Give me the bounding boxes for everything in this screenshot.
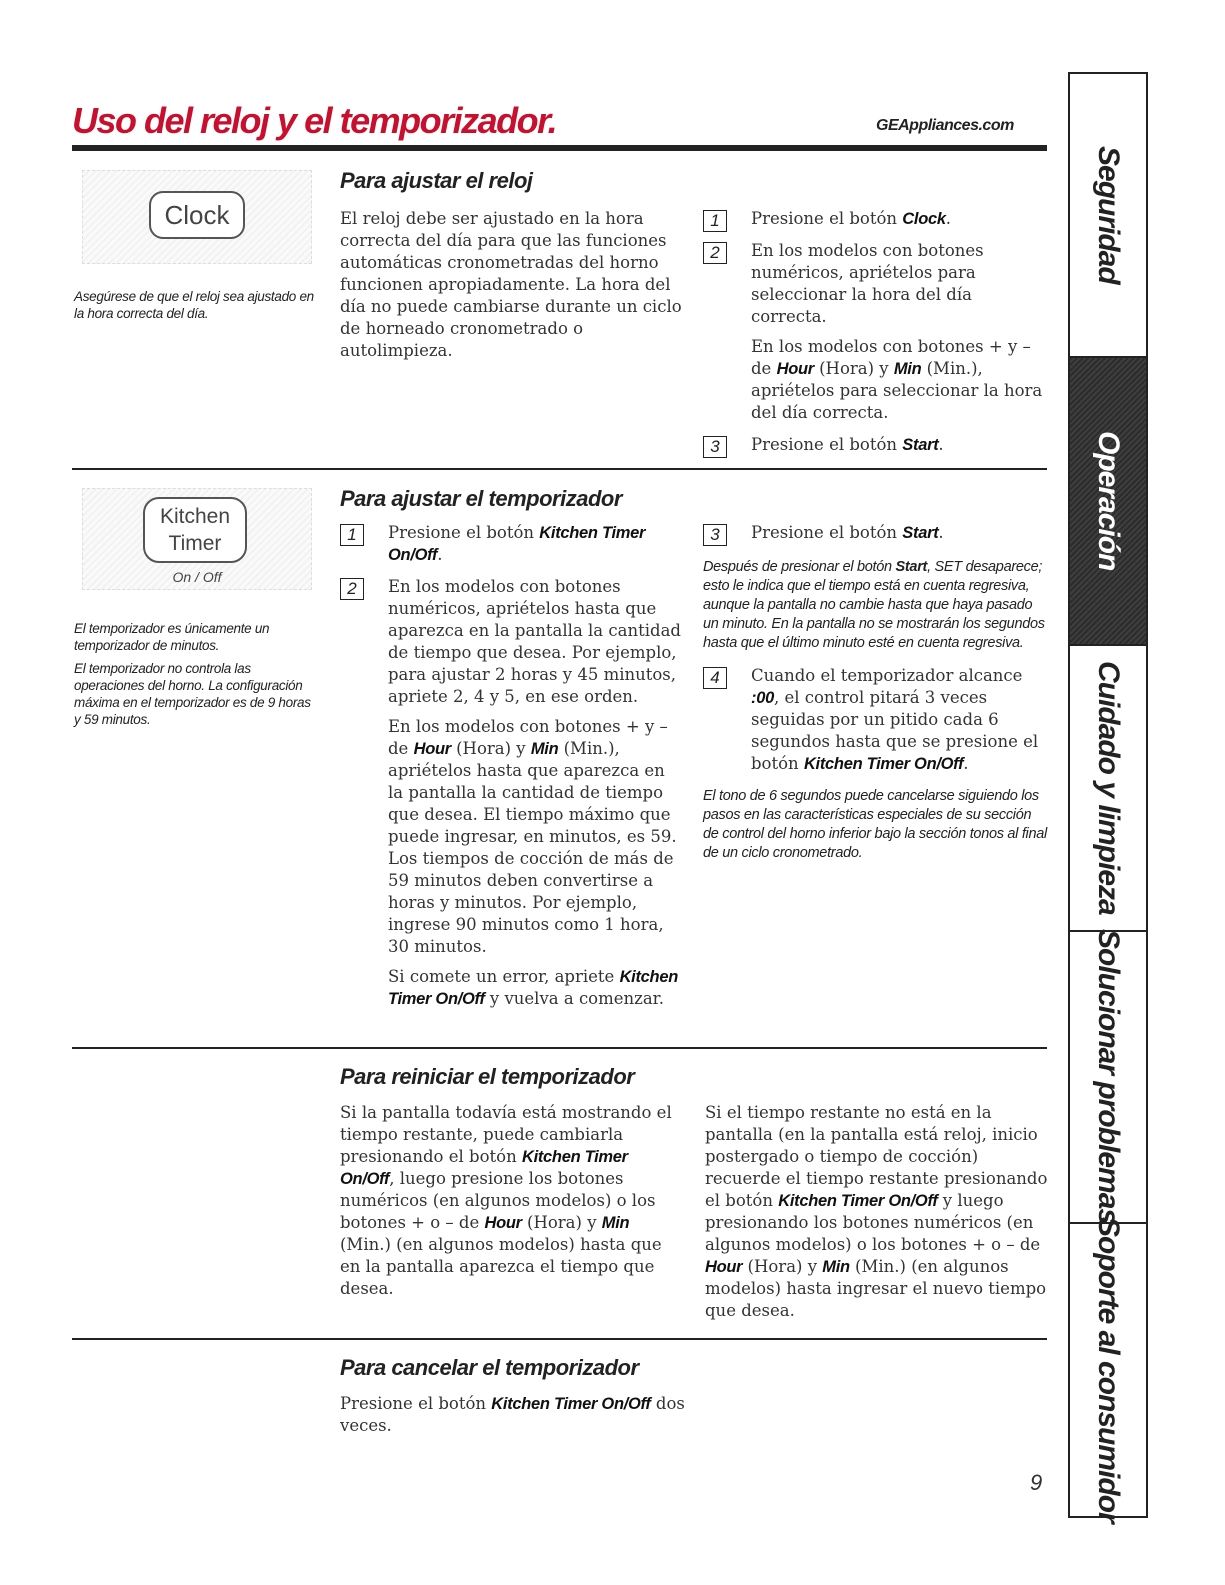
section-divider — [72, 1338, 1047, 1340]
tab-label: Solucionar problemas — [1092, 929, 1125, 1225]
start-button-ref: Start — [895, 559, 928, 575]
hour-button-ref: Hour — [776, 360, 814, 378]
cancel-section-title: Para cancelar el temporizador — [340, 1355, 639, 1380]
step-text-end: . — [945, 209, 951, 228]
reset-text: (Hora) y — [742, 1257, 823, 1276]
step-text: En los modelos con botones + y – de — [388, 717, 668, 758]
reset-text: , luego presione los botones numéricos (en algunos modelos) o los botones + o – de — [340, 1169, 656, 1232]
reset-col1 — [340, 1102, 685, 1300]
timer-notes — [74, 620, 314, 734]
timer-step-1 — [340, 522, 685, 566]
clock-intro: El reloj debe ser ajustado en la hora correcta del día para que las funciones automáticas cronometradas del horno funcionen apropiadamente. La hora del día no puede cambiarse durante un ciclo de horneado cronometrado o autolimpieza. — [340, 209, 682, 360]
timer-note: El temporizador es únicamente un temporizador de minutos. — [74, 621, 270, 653]
step-text: (Min.), apriételos hasta que aparezca en la pantalla la cantidad de tiempo que desea. El tiempo máximo que puede ingresar, en minutos, es 59. Los tiempos de cocción de más de 59 minutos deben convertirse a horas y minutos. Por ejemplo, ingrese 90 minutos como 1 hora, 30 minutos. — [388, 739, 677, 956]
step-text: , el control pitará 3 veces seguidas por un pitido cada 6 segundos hasta que se presione el botón — [751, 688, 1039, 773]
step-text-end: . — [938, 523, 944, 542]
timer-steps-col2 — [703, 522, 1048, 863]
step-text: Presione el botón — [751, 435, 903, 454]
clock-section-title: Para ajustar el reloj — [340, 168, 533, 193]
note-text: Después de presionar el botón — [703, 559, 896, 575]
timer-section-title: Para ajustar el temporizador — [340, 486, 622, 511]
min-button-ref: Min — [822, 1258, 850, 1276]
step-text: En los modelos con botones numéricos, apriételos para seleccionar la hora del día correcta. — [751, 241, 984, 326]
step-text: (Hora) y — [813, 359, 894, 378]
min-button-ref: Min — [601, 1214, 630, 1232]
kitchen-timer-button-ref: Kitchen Timer On/Off — [388, 524, 646, 564]
step-number: 1 — [340, 524, 364, 546]
section-divider — [72, 468, 1047, 470]
page-number: 9 — [1030, 1470, 1043, 1495]
clock-button-ref: Clock — [902, 210, 946, 228]
kitchen-timer-on-off-caption: On / Off — [172, 569, 222, 585]
reset-text: (Min.) (en algunos modelos) hasta que en la pantalla aparezca el tiempo que desea. — [340, 1235, 662, 1298]
timer-step-3 — [703, 522, 1048, 544]
clock-button-caption: Clock — [164, 200, 230, 230]
reset-text: y luego presionando los botones numéricos (en algunos modelos) o los botones + o – de — [705, 1191, 1041, 1254]
tone-note: El tono de 6 segundos puede cancelarse siguiendo los pasos en las características especiales de su sección de control del horno inferior bajo la sección tonos al final de un ciclo cronometrado. — [703, 788, 1047, 861]
kitchen-timer-button-illustration — [82, 488, 312, 590]
step-text: Presione el botón — [751, 523, 903, 542]
step-text: (Min.), apriételos para seleccionar la hora del día correcta. — [751, 359, 1043, 422]
timer-step-4 — [703, 665, 1048, 775]
tab-soporte-al-consumidor[interactable] — [1070, 1217, 1146, 1523]
clock-step-3 — [703, 434, 1048, 456]
kitchen-timer-button-ref: Kitchen Timer On/Off — [491, 1395, 651, 1413]
section-divider — [72, 1047, 1047, 1049]
step-text: Si comete un error, apriete — [388, 967, 620, 986]
timer-step-2-alt — [388, 716, 685, 958]
step-text: (Hora) y — [450, 739, 531, 758]
hour-button-ref: Hour — [484, 1214, 522, 1232]
step-number: 1 — [703, 210, 727, 232]
step-text: Presione el botón — [751, 209, 903, 228]
tab-seguridad[interactable] — [1070, 74, 1146, 358]
reset-text: (Min.) (en algunos modelos) hasta ingresar el nuevo tiempo que desea. — [705, 1257, 1047, 1320]
clock-button-icon — [149, 191, 245, 239]
kitchen-timer-button-ref: Kitchen Timer On/Off — [778, 1192, 938, 1210]
step-number: 3 — [703, 436, 727, 458]
kitchen-timer-caption-line1: Kitchen — [159, 505, 231, 528]
kitchen-timer-button-ref: Kitchen Timer On/Off — [340, 1148, 628, 1188]
clock-step-2-alt — [751, 336, 1048, 424]
step-number: 2 — [340, 578, 364, 600]
hour-button-ref: Hour — [413, 740, 451, 758]
step-text: En los modelos con botones + y – de — [751, 337, 1031, 378]
kitchen-timer-button-ref: Kitchen Timer On/Off — [388, 968, 678, 1008]
kitchen-timer-caption-line2: Timer — [168, 532, 222, 555]
step-text: Cuando el temporizador alcance — [751, 666, 1023, 685]
tab-label: Soporte al consumidor — [1092, 1217, 1125, 1523]
hour-button-ref: Hour — [705, 1258, 743, 1276]
display-value: :00 — [751, 689, 774, 707]
timer-step-2 — [340, 576, 685, 1010]
tab-label: Seguridad — [1092, 146, 1125, 284]
kitchen-timer-button-ref: Kitchen Timer On/Off — [803, 755, 964, 773]
timer-step-2-error — [388, 966, 685, 1010]
tab-operacion[interactable] — [1070, 358, 1146, 646]
step-text-end: . — [437, 545, 443, 564]
start-button-ref: Start — [902, 436, 939, 454]
step-text: En los modelos con botones numéricos, apriételos hasta que aparezca en la pantalla la cantidad de tiempo que desea. Por ejemplo, para ajustar 2 horas y 45 minutos, apriete 2, 4 y 5, en ese orden. — [388, 577, 681, 706]
cancel-text-post: dos veces. — [340, 1394, 685, 1435]
timer-steps-col1 — [340, 522, 685, 1010]
clock-button-illustration — [82, 170, 312, 264]
step-number: 4 — [703, 667, 727, 689]
min-button-ref: Min — [893, 360, 922, 378]
cancel-text — [340, 1393, 685, 1437]
clock-step-1 — [703, 208, 1048, 230]
step-text: y vuelva a comenzar. — [484, 989, 665, 1008]
reset-text: Si la pantalla todavía está mostrando el tiempo restante, puede cambiarla presionando el botón — [340, 1103, 672, 1166]
step-text: Presione el botón — [388, 523, 540, 542]
note-text: , SET desaparece; esto le indica que el tiempo está en cuenta regresiva, aunque la pantalla no cambie hasta que haya pasado un minuto. En la pantalla no se mostrarán los segundos hasta que el último minuto esté en cuenta regresiva. — [703, 559, 1045, 651]
clock-steps — [703, 208, 1048, 456]
start-button-ref: Start — [902, 524, 939, 542]
timer-note: El temporizador no controla las operaciones del horno. La configuración máxima en el temporizador es de 9 horas y 59 minutos. — [74, 661, 311, 727]
cancel-text-pre: Presione el botón — [340, 1394, 492, 1413]
reset-text: Si el tiempo restante no está en la pantalla (en la pantalla está reloj, inicio postergado o tiempo de cocción) recuerde el tiempo restante presionando el botón — [705, 1103, 1048, 1210]
clock-note: Asegúrese de que el reloj sea ajustado en la hora correcta del día. — [74, 289, 314, 321]
step-text-end: . — [938, 435, 944, 454]
kitchen-timer-button-icon — [143, 497, 247, 563]
step-number: 3 — [703, 524, 727, 546]
min-button-ref: Min — [530, 740, 559, 758]
page-title: Uso del reloj y el temporizador. — [72, 100, 557, 141]
header-rule — [72, 145, 1047, 151]
site-url: GEAppliances.com — [876, 117, 1014, 134]
reset-col2 — [705, 1102, 1050, 1322]
reset-section-title: Para reiniciar el temporizador — [340, 1064, 635, 1089]
tab-label: Cuidado y limpieza — [1092, 661, 1125, 915]
reset-text: (Hora) y — [521, 1213, 602, 1232]
tab-solucionar-problemas[interactable] — [1070, 929, 1146, 1225]
after-start-note — [703, 558, 1048, 653]
tab-cuidado-y-limpieza[interactable] — [1070, 646, 1146, 932]
step-text-end: . — [963, 754, 969, 773]
section-tabs-sidebar — [1068, 72, 1148, 1523]
tab-label: Operación — [1092, 431, 1125, 571]
step-number: 2 — [703, 242, 727, 264]
clock-step-2 — [703, 240, 1048, 424]
